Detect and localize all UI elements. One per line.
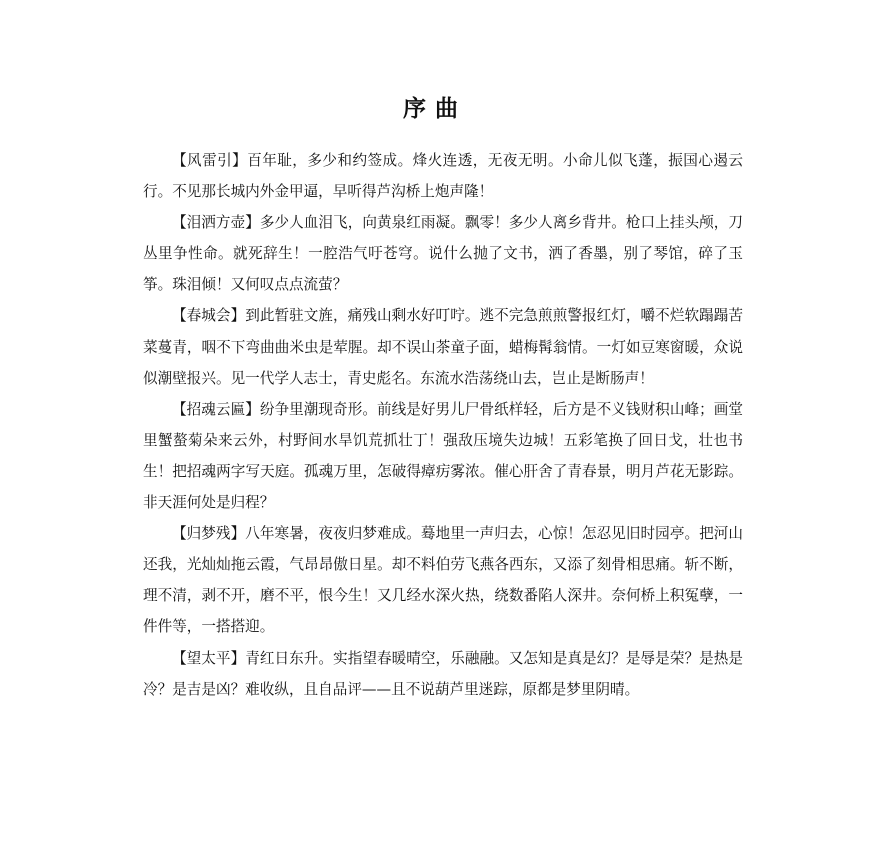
paragraph-gui-meng-can: 【归梦残】八年寒暑，夜夜归梦难成。蓦地里一声归去，心惊！怎忍见旧时园亭。把河山还我，光灿灿拖云霞，气昂昂傲日星。却不料伯劳飞燕各西东，又添了刻骨相思痛。斩不断，理不清，剥不开，磨不平，恨今生！又几经水深火热，绕数番陷人深井。奈何桥上积冤孽，一件件等，一搭搭迎。 <box>143 525 743 636</box>
paragraph-wang-tai-ping: 【望太平】青红日东升。实指望春暖晴空，乐融融。又怎知是真是幻？是辱是荣？是热是冷？是吉是凶？难收纵，且自品评——且不说葫芦里迷踪，原都是梦里阴晴。 <box>143 649 743 698</box>
paragraph-lei-sa-fang-hu: 【泪洒方壶】多少人血泪飞，向黄泉红雨凝。飘零！多少人离乡背井。枪口上挂头颅，刀丛里争性命。就死辞生！一腔浩气吁苍穹。说什么抛了文书，洒了香墨，别了琴馆，碎了玉筝。珠泪倾！又何叹点点流萤？ <box>143 214 743 294</box>
body-text <box>143 145 743 705</box>
page-title: 序曲 <box>403 95 467 122</box>
paragraph-feng-lei-yin: 【风雷引】百年耻，多少和约签成。烽火连透，无夜无明。小命儿似飞蓬，振国心遏云行。不见那长城内外金甲逼，早听得芦沟桥上炮声隆！ <box>143 152 743 201</box>
paragraph-chun-cheng-hui: 【春城会】到此暂驻文旌，痛残山剩水好叮咛。逃不完急煎煎警报红灯，嚼不烂软蹋蹋苦菜蔓青，咽不下弯曲曲米虫是荤腥。却不误山茶童子面，蜡梅髯翁情。一灯如豆寒窗暖，众说似潮壁报兴。见一代学人志士，青史彪名。东流水浩荡绕山去，岂止是断肠声！ <box>143 307 743 387</box>
paragraph-zhao-hun-yun-bian: 【招魂云匾】纷争里潮现奇形。前线是好男儿尸骨纸样轻，后方是不义钱财积山峰；画堂里蟹螯菊朵来云外，村野间水旱饥荒抓壮丁！强敌压境失边城！五彩笔换了回日戈，壮也书生！把招魂两字写天庭。孤魂万里，怎破得瘴疠雾浓。催心肝舍了青春景，明月芦花无影踪。非天涯何处是归程？ <box>143 400 743 512</box>
